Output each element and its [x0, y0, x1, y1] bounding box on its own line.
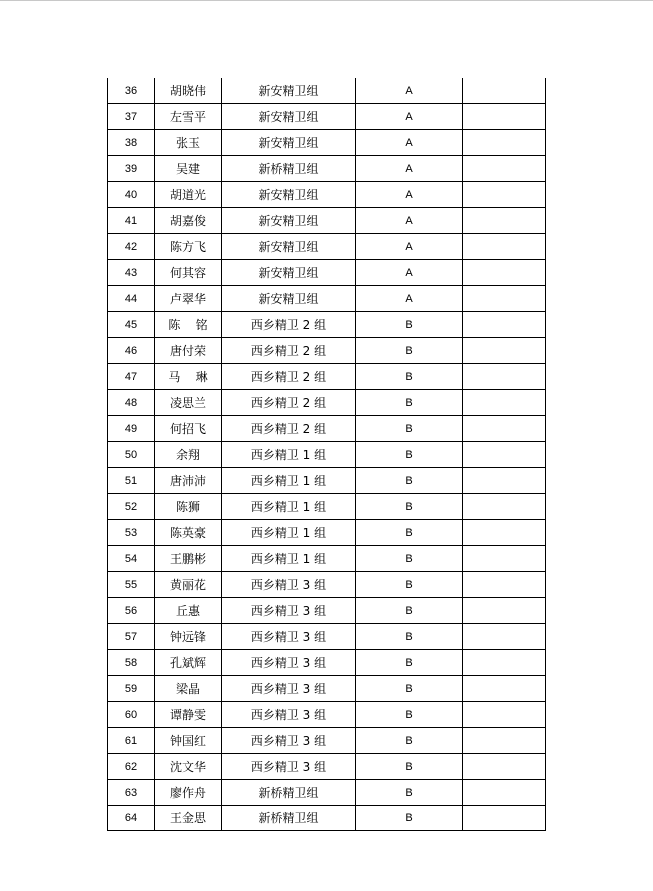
table-row [108, 338, 546, 364]
row-number: 52 [108, 494, 155, 520]
person-name: 卢翠华 [155, 286, 222, 312]
group-name: 新桥精卫组 [222, 806, 356, 831]
grade-level: B [356, 754, 463, 780]
person-name: 张玉 [155, 130, 222, 156]
group-name: 西乡精卫 1 组 [222, 442, 356, 468]
remark-cell [463, 624, 546, 650]
person-name: 孔斌辉 [155, 650, 222, 676]
row-number: 37 [108, 104, 155, 130]
group-name: 新安精卫组 [222, 104, 356, 130]
person-name: 唐沛沛 [155, 468, 222, 494]
table-row [108, 182, 546, 208]
table-row [108, 546, 546, 572]
table-row [108, 806, 546, 831]
remark-cell [463, 312, 546, 338]
table-row [108, 520, 546, 546]
row-number: 40 [108, 182, 155, 208]
row-number: 57 [108, 624, 155, 650]
row-number: 45 [108, 312, 155, 338]
grade-level: B [356, 572, 463, 598]
grade-level: B [356, 598, 463, 624]
row-number: 38 [108, 130, 155, 156]
grade-level: B [356, 806, 463, 831]
person-name: 余翔 [155, 442, 222, 468]
group-name: 新桥精卫组 [222, 156, 356, 182]
grade-level: B [356, 546, 463, 572]
remark-cell [463, 78, 546, 104]
grade-level: B [356, 624, 463, 650]
remark-cell [463, 572, 546, 598]
grade-level: A [356, 234, 463, 260]
group-name: 西乡精卫 1 组 [222, 494, 356, 520]
row-number: 54 [108, 546, 155, 572]
row-number: 55 [108, 572, 155, 598]
grade-level: B [356, 312, 463, 338]
table-row [108, 156, 546, 182]
person-name: 廖作舟 [155, 780, 222, 806]
grade-level: B [356, 338, 463, 364]
remark-cell [463, 780, 546, 806]
group-name: 新安精卫组 [222, 260, 356, 286]
row-number: 62 [108, 754, 155, 780]
remark-cell [463, 676, 546, 702]
row-number: 53 [108, 520, 155, 546]
group-name: 西乡精卫 1 组 [222, 520, 356, 546]
person-name: 胡道光 [155, 182, 222, 208]
table-row [108, 260, 546, 286]
row-number: 46 [108, 338, 155, 364]
row-number: 63 [108, 780, 155, 806]
document-page [107, 78, 546, 831]
person-name: 何招飞 [155, 416, 222, 442]
group-name: 西乡精卫 3 组 [222, 650, 356, 676]
grade-level: B [356, 468, 463, 494]
group-name: 西乡精卫 3 组 [222, 702, 356, 728]
group-name: 新安精卫组 [222, 78, 356, 104]
person-name: 唐付荣 [155, 338, 222, 364]
table-row [108, 754, 546, 780]
person-name: 王鹏彬 [155, 546, 222, 572]
grade-level: B [356, 390, 463, 416]
table-row [108, 442, 546, 468]
person-name: 谭静雯 [155, 702, 222, 728]
table-row [108, 468, 546, 494]
group-name: 西乡精卫 3 组 [222, 624, 356, 650]
person-name: 钟国红 [155, 728, 222, 754]
remark-cell [463, 130, 546, 156]
remark-cell [463, 182, 546, 208]
table-row [108, 650, 546, 676]
row-number: 60 [108, 702, 155, 728]
table-row [108, 494, 546, 520]
person-name: 丘惠 [155, 598, 222, 624]
row-number: 44 [108, 286, 155, 312]
remark-cell [463, 390, 546, 416]
row-number: 56 [108, 598, 155, 624]
grade-level: A [356, 182, 463, 208]
group-name: 新安精卫组 [222, 208, 356, 234]
grade-level: B [356, 442, 463, 468]
grade-level: B [356, 676, 463, 702]
table-row [108, 312, 546, 338]
remark-cell [463, 494, 546, 520]
remark-cell [463, 104, 546, 130]
person-name: 左雪平 [155, 104, 222, 130]
grade-level: A [356, 260, 463, 286]
remark-cell [463, 728, 546, 754]
remark-cell [463, 338, 546, 364]
person-name: 陈狮 [155, 494, 222, 520]
person-name: 梁晶 [155, 676, 222, 702]
grade-level: B [356, 364, 463, 390]
grade-level: A [356, 104, 463, 130]
row-number: 43 [108, 260, 155, 286]
remark-cell [463, 520, 546, 546]
person-name: 胡晓伟 [155, 78, 222, 104]
group-name: 新安精卫组 [222, 286, 356, 312]
person-name: 胡嘉俊 [155, 208, 222, 234]
person-name: 何其容 [155, 260, 222, 286]
remark-cell [463, 442, 546, 468]
grade-level: B [356, 702, 463, 728]
group-name: 西乡精卫 3 组 [222, 728, 356, 754]
grade-level: B [356, 494, 463, 520]
row-number: 51 [108, 468, 155, 494]
group-name: 西乡精卫 2 组 [222, 416, 356, 442]
remark-cell [463, 806, 546, 831]
row-number: 50 [108, 442, 155, 468]
group-name: 西乡精卫 2 组 [222, 364, 356, 390]
person-name: 钟远锋 [155, 624, 222, 650]
grade-level: A [356, 78, 463, 104]
group-name: 西乡精卫 1 组 [222, 546, 356, 572]
group-name: 西乡精卫 3 组 [222, 676, 356, 702]
row-number: 47 [108, 364, 155, 390]
row-number: 64 [108, 806, 155, 831]
table-row [108, 624, 546, 650]
row-number: 59 [108, 676, 155, 702]
grade-level: A [356, 156, 463, 182]
person-name: 凌思兰 [155, 390, 222, 416]
grade-level: A [356, 130, 463, 156]
row-number: 61 [108, 728, 155, 754]
table-row [108, 78, 546, 104]
person-name: 马 琳 [155, 364, 222, 390]
remark-cell [463, 156, 546, 182]
table-row [108, 572, 546, 598]
row-number: 49 [108, 416, 155, 442]
table-row [108, 390, 546, 416]
remark-cell [463, 286, 546, 312]
group-name: 新安精卫组 [222, 130, 356, 156]
grade-level: B [356, 780, 463, 806]
grade-level: A [356, 208, 463, 234]
group-name: 新安精卫组 [222, 234, 356, 260]
person-name: 沈文华 [155, 754, 222, 780]
group-name: 西乡精卫 3 组 [222, 572, 356, 598]
person-name: 陈 铭 [155, 312, 222, 338]
table-row [108, 728, 546, 754]
table-row [108, 104, 546, 130]
person-name: 陈方飞 [155, 234, 222, 260]
group-name: 西乡精卫 1 组 [222, 468, 356, 494]
grade-level: A [356, 286, 463, 312]
table-row [108, 234, 546, 260]
remark-cell [463, 260, 546, 286]
table-row [108, 676, 546, 702]
row-number: 41 [108, 208, 155, 234]
page-top-rule [0, 0, 653, 1]
remark-cell [463, 208, 546, 234]
remark-cell [463, 468, 546, 494]
table-row [108, 208, 546, 234]
group-name: 西乡精卫 3 组 [222, 598, 356, 624]
remark-cell [463, 598, 546, 624]
remark-cell [463, 650, 546, 676]
table-row [108, 286, 546, 312]
roster-table-body [108, 78, 546, 831]
group-name: 西乡精卫 2 组 [222, 312, 356, 338]
table-row [108, 416, 546, 442]
group-name: 新桥精卫组 [222, 780, 356, 806]
remark-cell [463, 702, 546, 728]
remark-cell [463, 546, 546, 572]
table-row [108, 130, 546, 156]
grade-level: B [356, 520, 463, 546]
table-row [108, 702, 546, 728]
remark-cell [463, 234, 546, 260]
person-name: 吴建 [155, 156, 222, 182]
row-number: 58 [108, 650, 155, 676]
group-name: 新安精卫组 [222, 182, 356, 208]
table-row [108, 598, 546, 624]
remark-cell [463, 416, 546, 442]
remark-cell [463, 754, 546, 780]
group-name: 西乡精卫 2 组 [222, 338, 356, 364]
grade-level: B [356, 416, 463, 442]
row-number: 48 [108, 390, 155, 416]
row-number: 39 [108, 156, 155, 182]
remark-cell [463, 364, 546, 390]
table-row [108, 780, 546, 806]
person-name: 黄丽花 [155, 572, 222, 598]
grade-level: B [356, 650, 463, 676]
grade-level: B [356, 728, 463, 754]
person-name: 陈英豪 [155, 520, 222, 546]
row-number: 42 [108, 234, 155, 260]
person-name: 王金思 [155, 806, 222, 831]
group-name: 西乡精卫 3 组 [222, 754, 356, 780]
roster-table [107, 78, 546, 831]
group-name: 西乡精卫 2 组 [222, 390, 356, 416]
table-row [108, 364, 546, 390]
row-number: 36 [108, 78, 155, 104]
